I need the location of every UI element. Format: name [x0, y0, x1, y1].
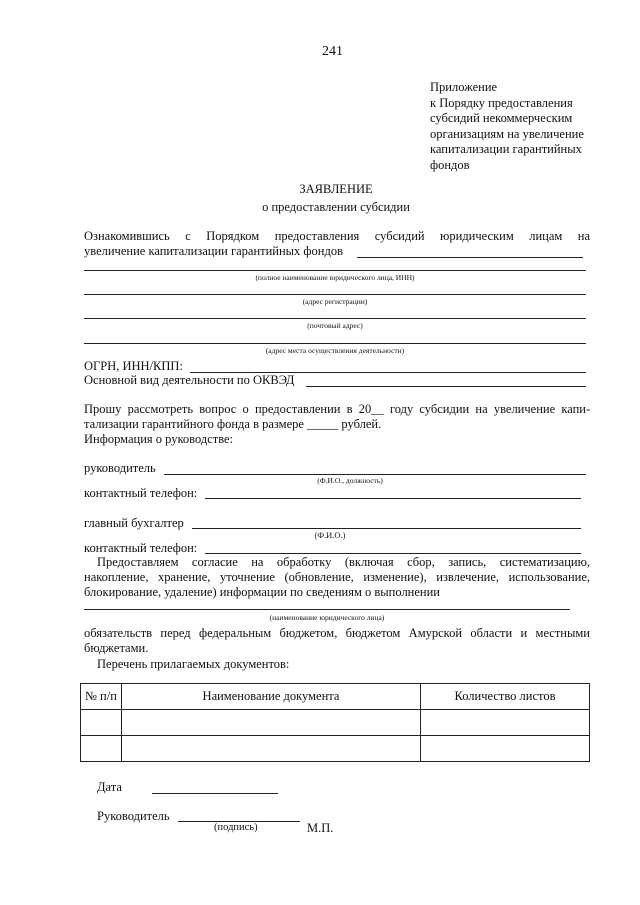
word: сбор, [407, 555, 435, 569]
col-header-number: № п/п [81, 684, 122, 710]
consent-line-4 [84, 626, 590, 641]
word: вопрос [199, 402, 237, 416]
head-label: руководитель [84, 461, 156, 475]
document-subtitle: о предоставлении субсидии [262, 200, 410, 214]
word: федеральным [198, 626, 272, 640]
word: обязательств [84, 626, 153, 640]
consent-line-1 [97, 555, 590, 570]
caption-accountant-fio: (Ф.И.О.) [314, 530, 346, 540]
request-line-1 [84, 402, 590, 417]
page-number: 241 [322, 44, 343, 59]
word: 20__ [358, 402, 384, 416]
docs-list-label: Перечень прилагаемых документов: [97, 657, 290, 671]
head-signature-label: Руководитель [97, 809, 170, 823]
word: Прошу [84, 402, 122, 416]
fill-line-head [164, 474, 586, 475]
info-label: Информация о руководстве: [84, 432, 234, 446]
accountant-label: главный бухгалтер [84, 516, 184, 530]
fill-line-reg-address [84, 294, 586, 295]
appendix-line: организациям на увеличение [430, 126, 584, 141]
phone-label-2: контактный телефон: [84, 541, 198, 555]
fill-line-activity-address [84, 343, 586, 344]
word: и [520, 626, 528, 640]
word: с [185, 229, 191, 243]
appendix-block [430, 80, 584, 173]
stamp-label: М.П. [307, 821, 334, 835]
caption-activity-address: (адрес места осуществления деятельности) [265, 346, 405, 355]
table-header-row [81, 684, 590, 710]
word: предоставлении [254, 402, 341, 416]
word: субсидий [374, 229, 425, 243]
word: субсидии [419, 402, 470, 416]
word: согласие [191, 555, 238, 569]
phone-label-1: контактный телефон: [84, 486, 198, 500]
fill-line-full-name [84, 270, 586, 271]
ogrn-label: ОГРН, ИНН/КПП: [84, 359, 183, 373]
caption-signature: (подпись) [214, 822, 258, 833]
word: бюджетом [345, 626, 401, 640]
caption-full-name: (полное наименование юридического лица, ИНН) [255, 273, 415, 282]
date-label: Дата [97, 780, 122, 794]
word: рассмотреть [127, 402, 194, 416]
appendix-line: субсидий некоммерческим [430, 111, 573, 125]
word: (включая [344, 555, 394, 569]
word: местными [535, 626, 590, 640]
caption-head-fio: (Ф.И.О., должность) [317, 476, 383, 485]
word: юридическим [440, 229, 514, 243]
col-header-name: Наименование документа [122, 684, 421, 710]
table-cell [81, 710, 122, 736]
word: уточнение [219, 570, 275, 584]
table-row [81, 710, 590, 736]
word: накопление, [84, 570, 149, 584]
word: в [346, 402, 353, 416]
document-title: ЗАЯВЛЕНИЕ [299, 182, 373, 196]
consent-line-5: бюджетами. [84, 641, 149, 655]
word: изменение), [363, 570, 427, 584]
word: капи- [561, 402, 591, 416]
word: (обновление, [284, 570, 354, 584]
documents-table [80, 683, 590, 762]
fill-line-org-name [84, 609, 570, 610]
table-cell [421, 710, 590, 736]
caption-org-name: (наименование юридического лица) [269, 613, 385, 622]
word: перед [160, 626, 191, 640]
word: бюджетом, [279, 626, 338, 640]
word: предоставления [274, 229, 360, 243]
request-line-2: тализации гарантийного фонда в размере _____ рублей. [84, 417, 382, 431]
appendix-line: фондов [430, 157, 470, 172]
word: области [470, 626, 513, 640]
consent-line-2 [84, 570, 590, 585]
caption-postal-address: (почтовый адрес) [307, 321, 363, 330]
fill-line-accountant [192, 528, 581, 529]
appendix-line: к Порядку предоставления [430, 95, 573, 110]
word: хранение, [158, 570, 211, 584]
table-cell [122, 710, 421, 736]
fill-line-phone-1 [205, 498, 581, 499]
word: систематизацию, [499, 555, 591, 569]
fill-line-okved [306, 386, 586, 387]
intro-line-2: увеличение капитализации гарантийных фондов [84, 244, 343, 258]
consent-line-3: блокирование, удаление) информации по сведениям о выполнении [84, 585, 440, 599]
word: о [242, 402, 249, 416]
table-row [81, 736, 590, 762]
fill-line [357, 257, 583, 258]
appendix-line: капитализации гарантийных [430, 142, 582, 156]
appendix-line: Приложение [430, 80, 498, 94]
word: Ознакомившись [84, 229, 170, 243]
fill-line-postal-address [84, 318, 586, 319]
intro-line-1 [84, 229, 590, 244]
table-cell [122, 736, 421, 762]
fill-line-date [152, 793, 278, 794]
word: обработку [276, 555, 332, 569]
word: Амурской [408, 626, 463, 640]
word: году [389, 402, 414, 416]
word: запись, [448, 555, 487, 569]
fill-line-phone-2 [205, 553, 581, 554]
word: на [475, 402, 488, 416]
word: использование, [508, 570, 591, 584]
word: Предоставляем [97, 555, 179, 569]
okved-label: Основной вид деятельности по ОКВЭД [84, 373, 295, 387]
caption-reg-address: (адрес регистрации) [302, 297, 368, 306]
word: Порядком [206, 229, 260, 243]
word: извлечение, [436, 570, 500, 584]
word: на [251, 555, 264, 569]
word: на [577, 229, 591, 243]
word: увеличение [493, 402, 556, 416]
word: лицам [529, 229, 563, 243]
table-cell [421, 736, 590, 762]
col-header-sheets: Количество листов [421, 684, 590, 710]
table-cell [81, 736, 122, 762]
